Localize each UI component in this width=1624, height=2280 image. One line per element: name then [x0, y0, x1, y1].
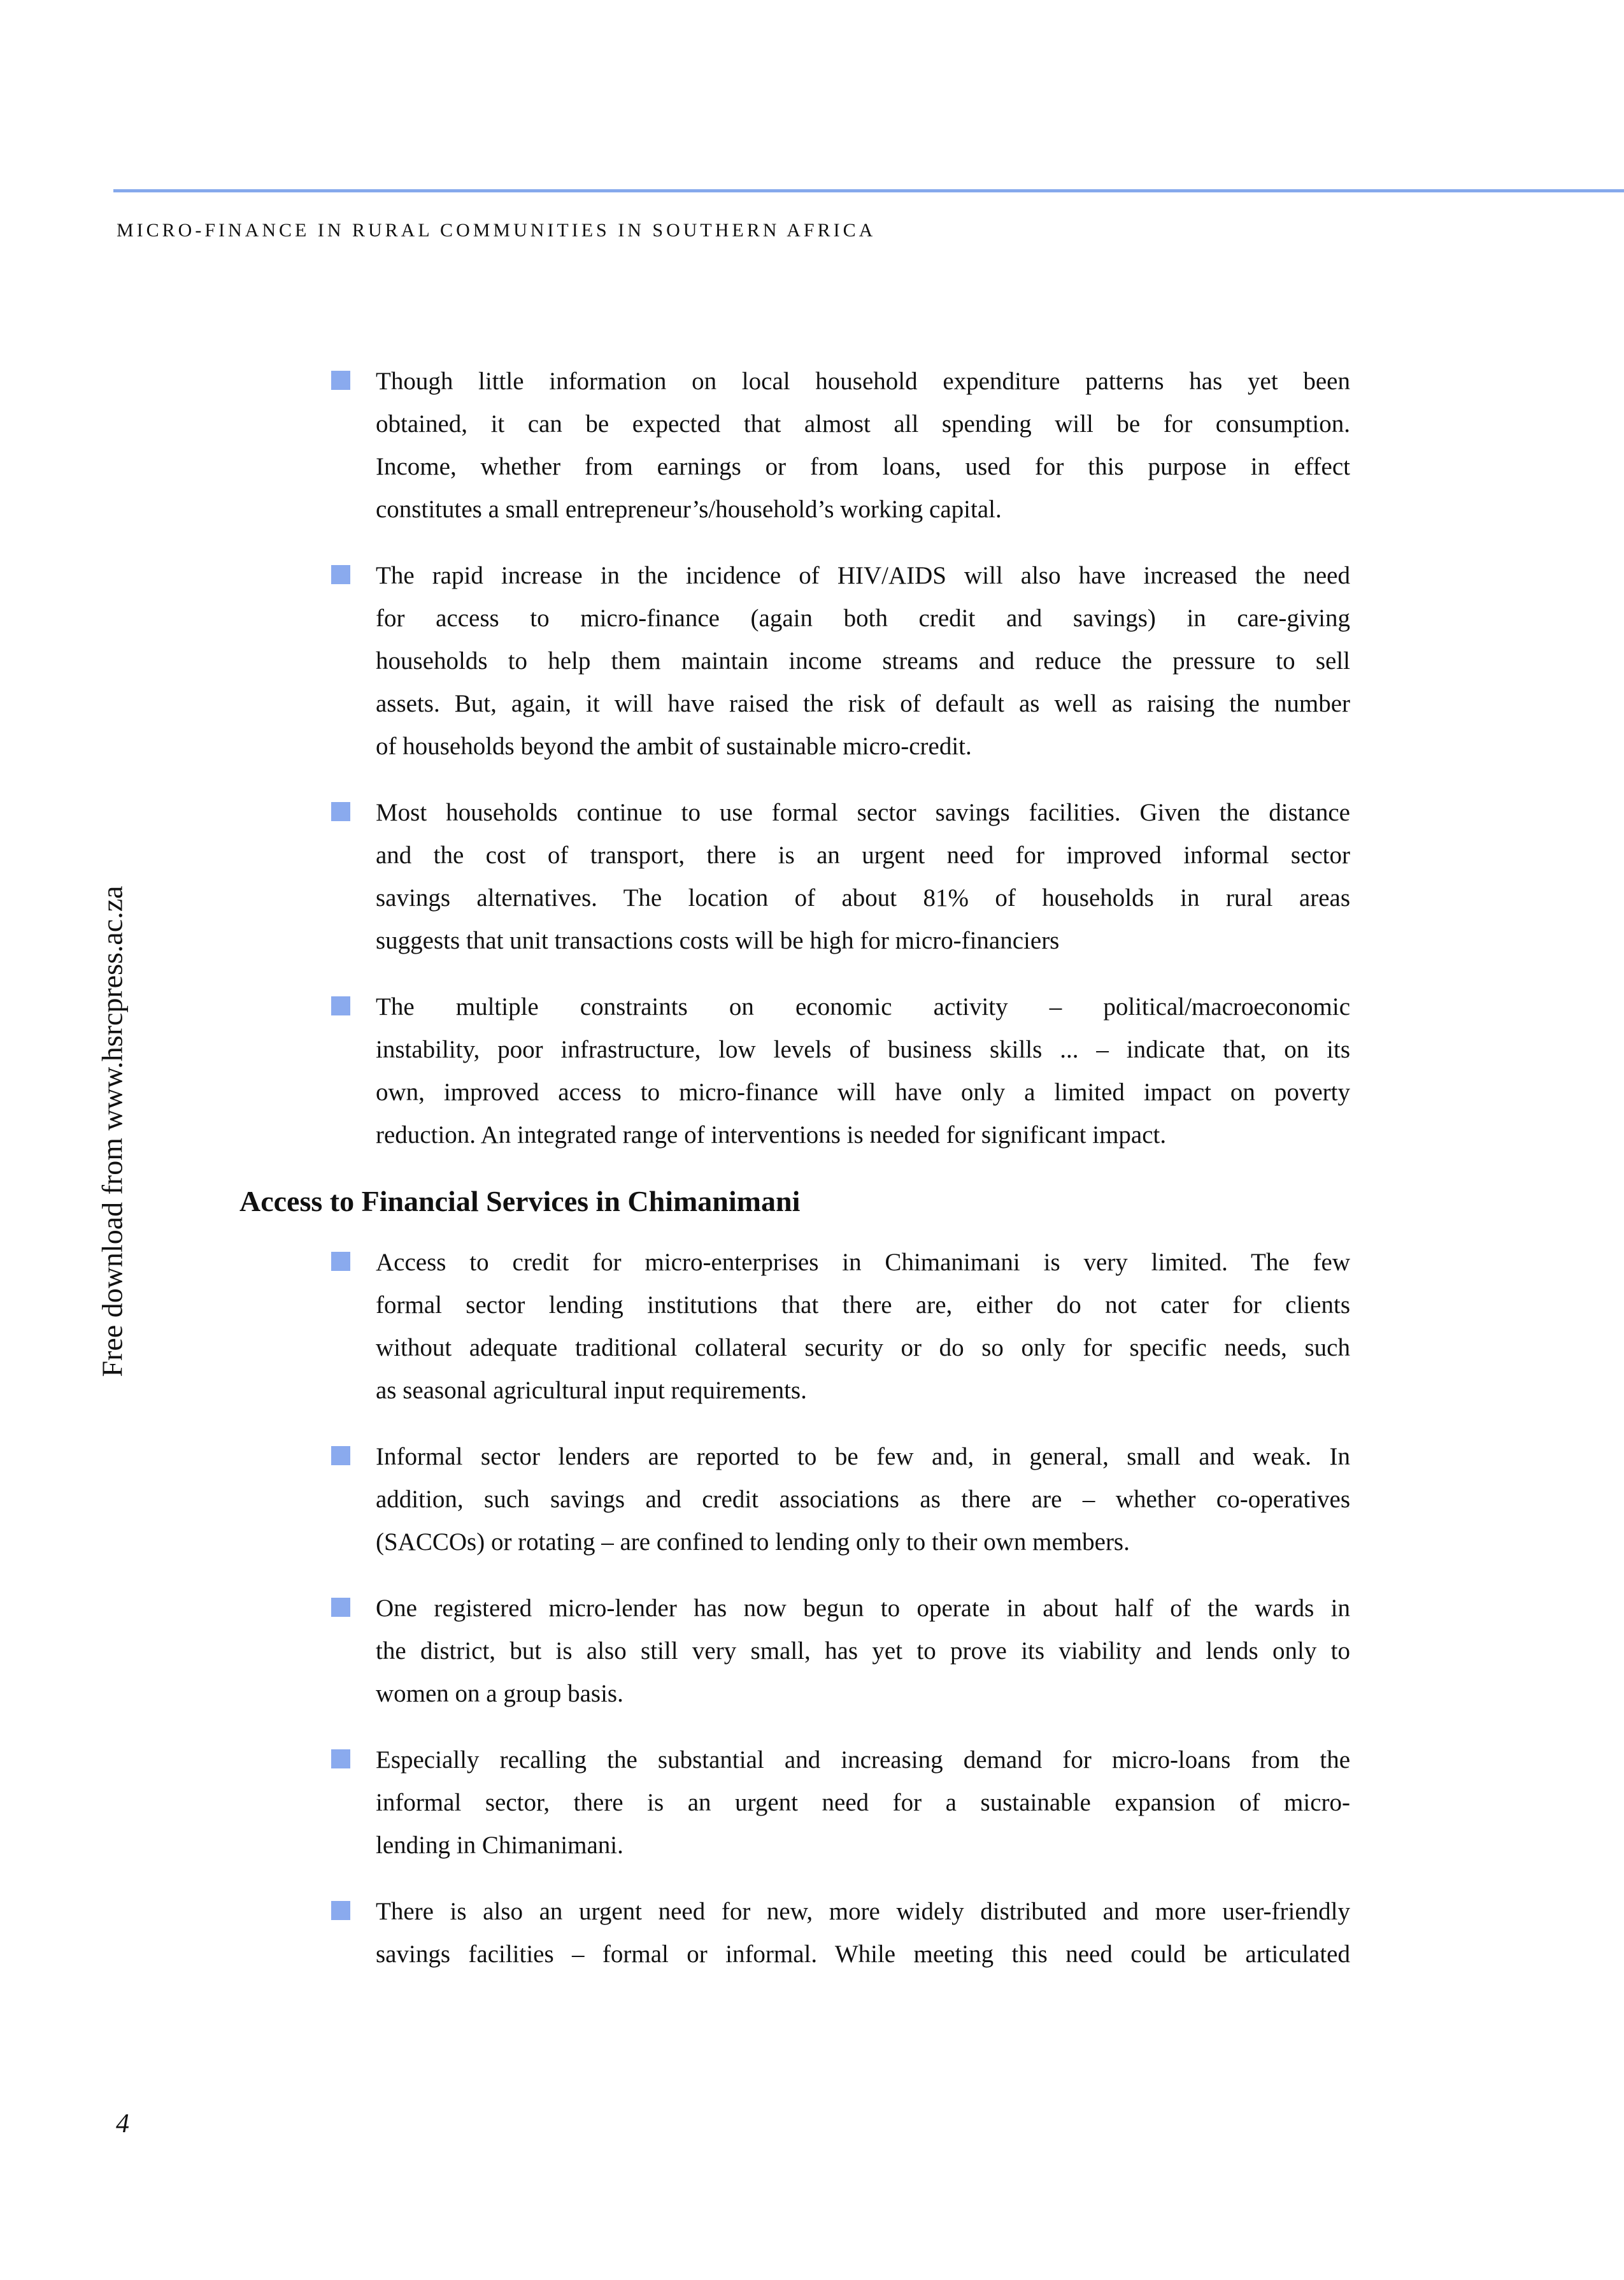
running-title: MICRO-FINANCE IN RURAL COMMUNITIES IN SOUTHERN AFRICA [117, 220, 876, 241]
square-bullet-icon [331, 1252, 350, 1271]
body-text [239, 360, 1350, 1999]
header-rule [113, 189, 1624, 192]
bullet-item [376, 986, 1350, 1156]
square-bullet-icon [331, 1901, 350, 1920]
text-line: obtained, it can be expected that almost all spending will be for consumption. [376, 410, 1350, 438]
text-line: of households beyond the ambit of sustainable micro-credit. [376, 733, 972, 760]
text-line: the district, but is also still very small, has yet to prove its viability and lends only to [376, 1637, 1350, 1665]
text-line: Most households continue to use formal sector savings facilities. Given the distance [376, 799, 1350, 826]
text-line: Income, whether from earnings or from loans, used for this purpose in effect [376, 453, 1350, 480]
text-line: reduction. An integrated range of interventions is needed for significant impact. [376, 1121, 1167, 1149]
bullet-item [376, 554, 1350, 768]
bullet-item [376, 1241, 1350, 1412]
square-bullet-icon [331, 565, 350, 584]
square-bullet-icon [331, 371, 350, 390]
section-heading: Access to Financial Services in Chimanimani [239, 1185, 801, 1217]
text-line: savings facilities – formal or informal. While meeting this need could be articulated [376, 1940, 1350, 1968]
text-line: addition, such savings and credit associations as there are – whether co-operatives [376, 1486, 1350, 1513]
text-line: Especially recalling the substantial and increasing demand for micro-loans from the [376, 1746, 1350, 1774]
bullet-item [376, 1739, 1350, 1867]
square-bullet-icon [331, 802, 350, 821]
text-line: informal sector, there is an urgent need for a sustainable expansion of micro- [376, 1789, 1350, 1816]
text-line: There is also an urgent need for new, more widely distributed and more user-friendly [376, 1898, 1350, 1925]
download-watermark: Free download from www.hsrcpress.ac.za [96, 885, 129, 1377]
text-line: Access to credit for micro-enterprises in Chimanimani is very limited. The few [376, 1249, 1350, 1276]
text-line: without adequate traditional collateral security or do so only for specific needs, such [376, 1334, 1350, 1361]
bullet-item [376, 360, 1350, 531]
bullet-item [376, 1890, 1350, 1975]
text-line: Though little information on local household expenditure patterns has yet been [376, 368, 1350, 395]
text-line: constitutes a small entrepreneur’s/household’s working capital. [376, 496, 1002, 523]
text-line: The rapid increase in the incidence of HIV/AIDS will also have increased the need [376, 562, 1350, 589]
text-line: and the cost of transport, there is an urgent need for improved informal sector [376, 842, 1350, 869]
square-bullet-icon [331, 1598, 350, 1617]
text-line: lending in Chimanimani. [376, 1832, 623, 1859]
text-line: households to help them maintain income streams and reduce the pressure to sell [376, 647, 1350, 675]
text-line: women on a group basis. [376, 1680, 623, 1707]
text-line: The multiple constraints on economic activity – political/macroeconomic [376, 993, 1350, 1021]
bullet-item [376, 1435, 1350, 1563]
text-line: for access to micro-finance (again both credit and savings) in care-giving [376, 605, 1350, 632]
text-line: as seasonal agricultural input requirements. [376, 1377, 807, 1404]
square-bullet-icon [331, 1446, 350, 1465]
text-line: (SACCOs) or rotating – are confined to lending only to their own members. [376, 1528, 1130, 1556]
text-line: instability, poor infrastructure, low levels of business skills ... – indicate that, on its [376, 1036, 1350, 1063]
square-bullet-icon [331, 996, 350, 1015]
text-line: own, improved access to micro-finance will have only a limited impact on poverty [376, 1079, 1350, 1106]
text-line: suggests that unit transactions costs will be high for micro-financiers [376, 927, 1060, 954]
text-line: savings alternatives. The location of about 81% of households in rural areas [376, 884, 1350, 912]
square-bullet-icon [331, 1749, 350, 1768]
bullet-item [376, 791, 1350, 962]
text-line: One registered micro-lender has now begun to operate in about half of the wards in [376, 1595, 1350, 1622]
page-number: 4 [116, 2109, 129, 2139]
text-line: formal sector lending institutions that there are, either do not cater for clients [376, 1291, 1350, 1319]
text-line: assets. But, again, it will have raised the risk of default as well as raising the number [376, 690, 1350, 717]
bullet-item [376, 1587, 1350, 1715]
text-line: Informal sector lenders are reported to be few and, in general, small and weak. In [376, 1443, 1350, 1470]
